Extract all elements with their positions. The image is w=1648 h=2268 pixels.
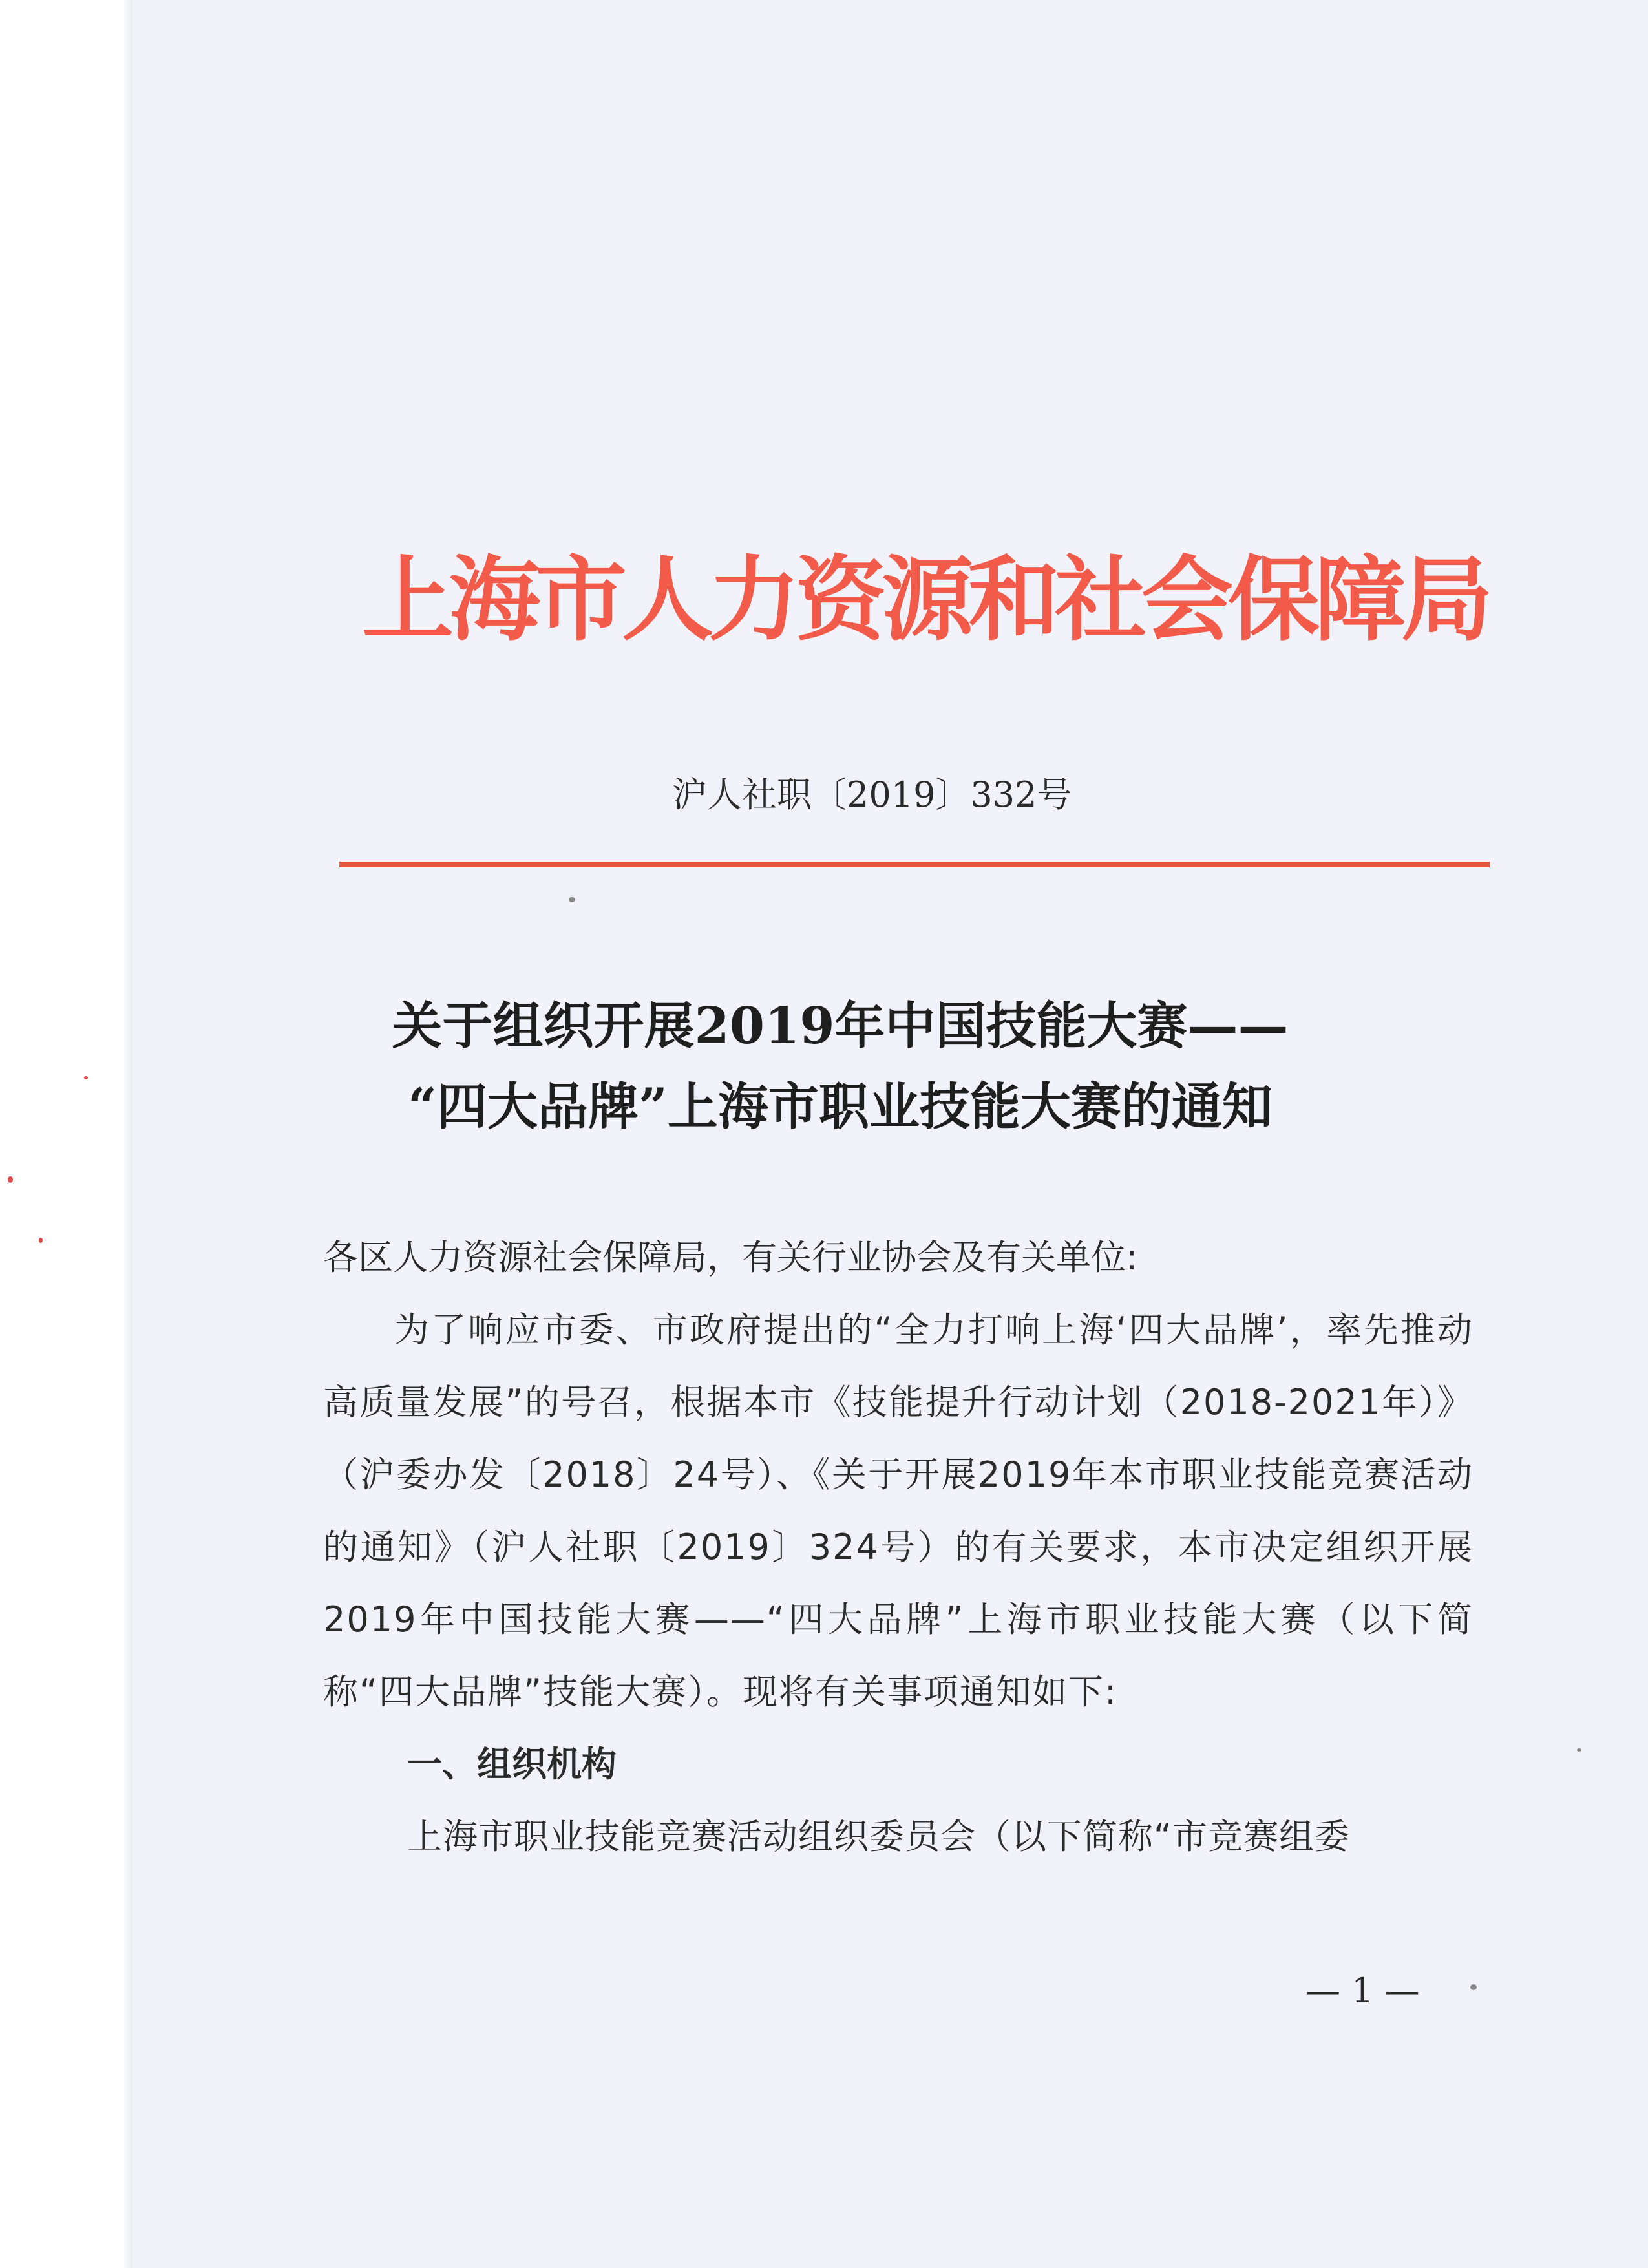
agency-header: 上海市人力资源和社会保障局 (362, 546, 1488, 653)
document-body (323, 1222, 1474, 1873)
scan-speck (8, 1176, 13, 1183)
document-title-line-1: 关于组织开展2019年中国技能大赛—— (392, 997, 1289, 1055)
scan-speck (1470, 1984, 1477, 1990)
body-paragraph: 为了响应市委、市政府提出的“全力打响上海‘四大品牌’，率先推动高质量发展”的号召，根据本市《技能提升行动计划（2018-2021年）》（沪委办发〔2018〕24号）、《关于开展2019年本市职业技能竞赛活动的通知》（沪人社职〔2019〕324号）的有关要求，本市决定组织开展2019年中国技能大赛——“四大品牌”上海市职业技能大赛（以下简称“四大品牌”技能大赛）。现将有关事项通知如下: (323, 1309, 1474, 1712)
document-number: 沪人社职〔2019〕332号 (672, 774, 1072, 815)
page-number: — 1 — (1305, 1970, 1420, 2011)
red-divider-line (339, 862, 1490, 867)
scan-speck (84, 1076, 88, 1079)
scan-speck (1577, 1748, 1581, 1752)
document-title-line-2: “四大品牌”上海市职业技能大赛的通知 (408, 1077, 1273, 1136)
body-paragraph: 上海市职业技能竞赛活动组织委员会（以下简称“市竞赛组委 (407, 1816, 1350, 1857)
section-heading: 一、组织机构 (407, 1744, 617, 1785)
scan-speck (569, 897, 575, 902)
scan-speck (39, 1238, 43, 1243)
addressee-line: 各区人力资源社会保障局，有关行业协会及有关单位: (323, 1237, 1138, 1278)
document-title (226, 986, 1454, 1147)
